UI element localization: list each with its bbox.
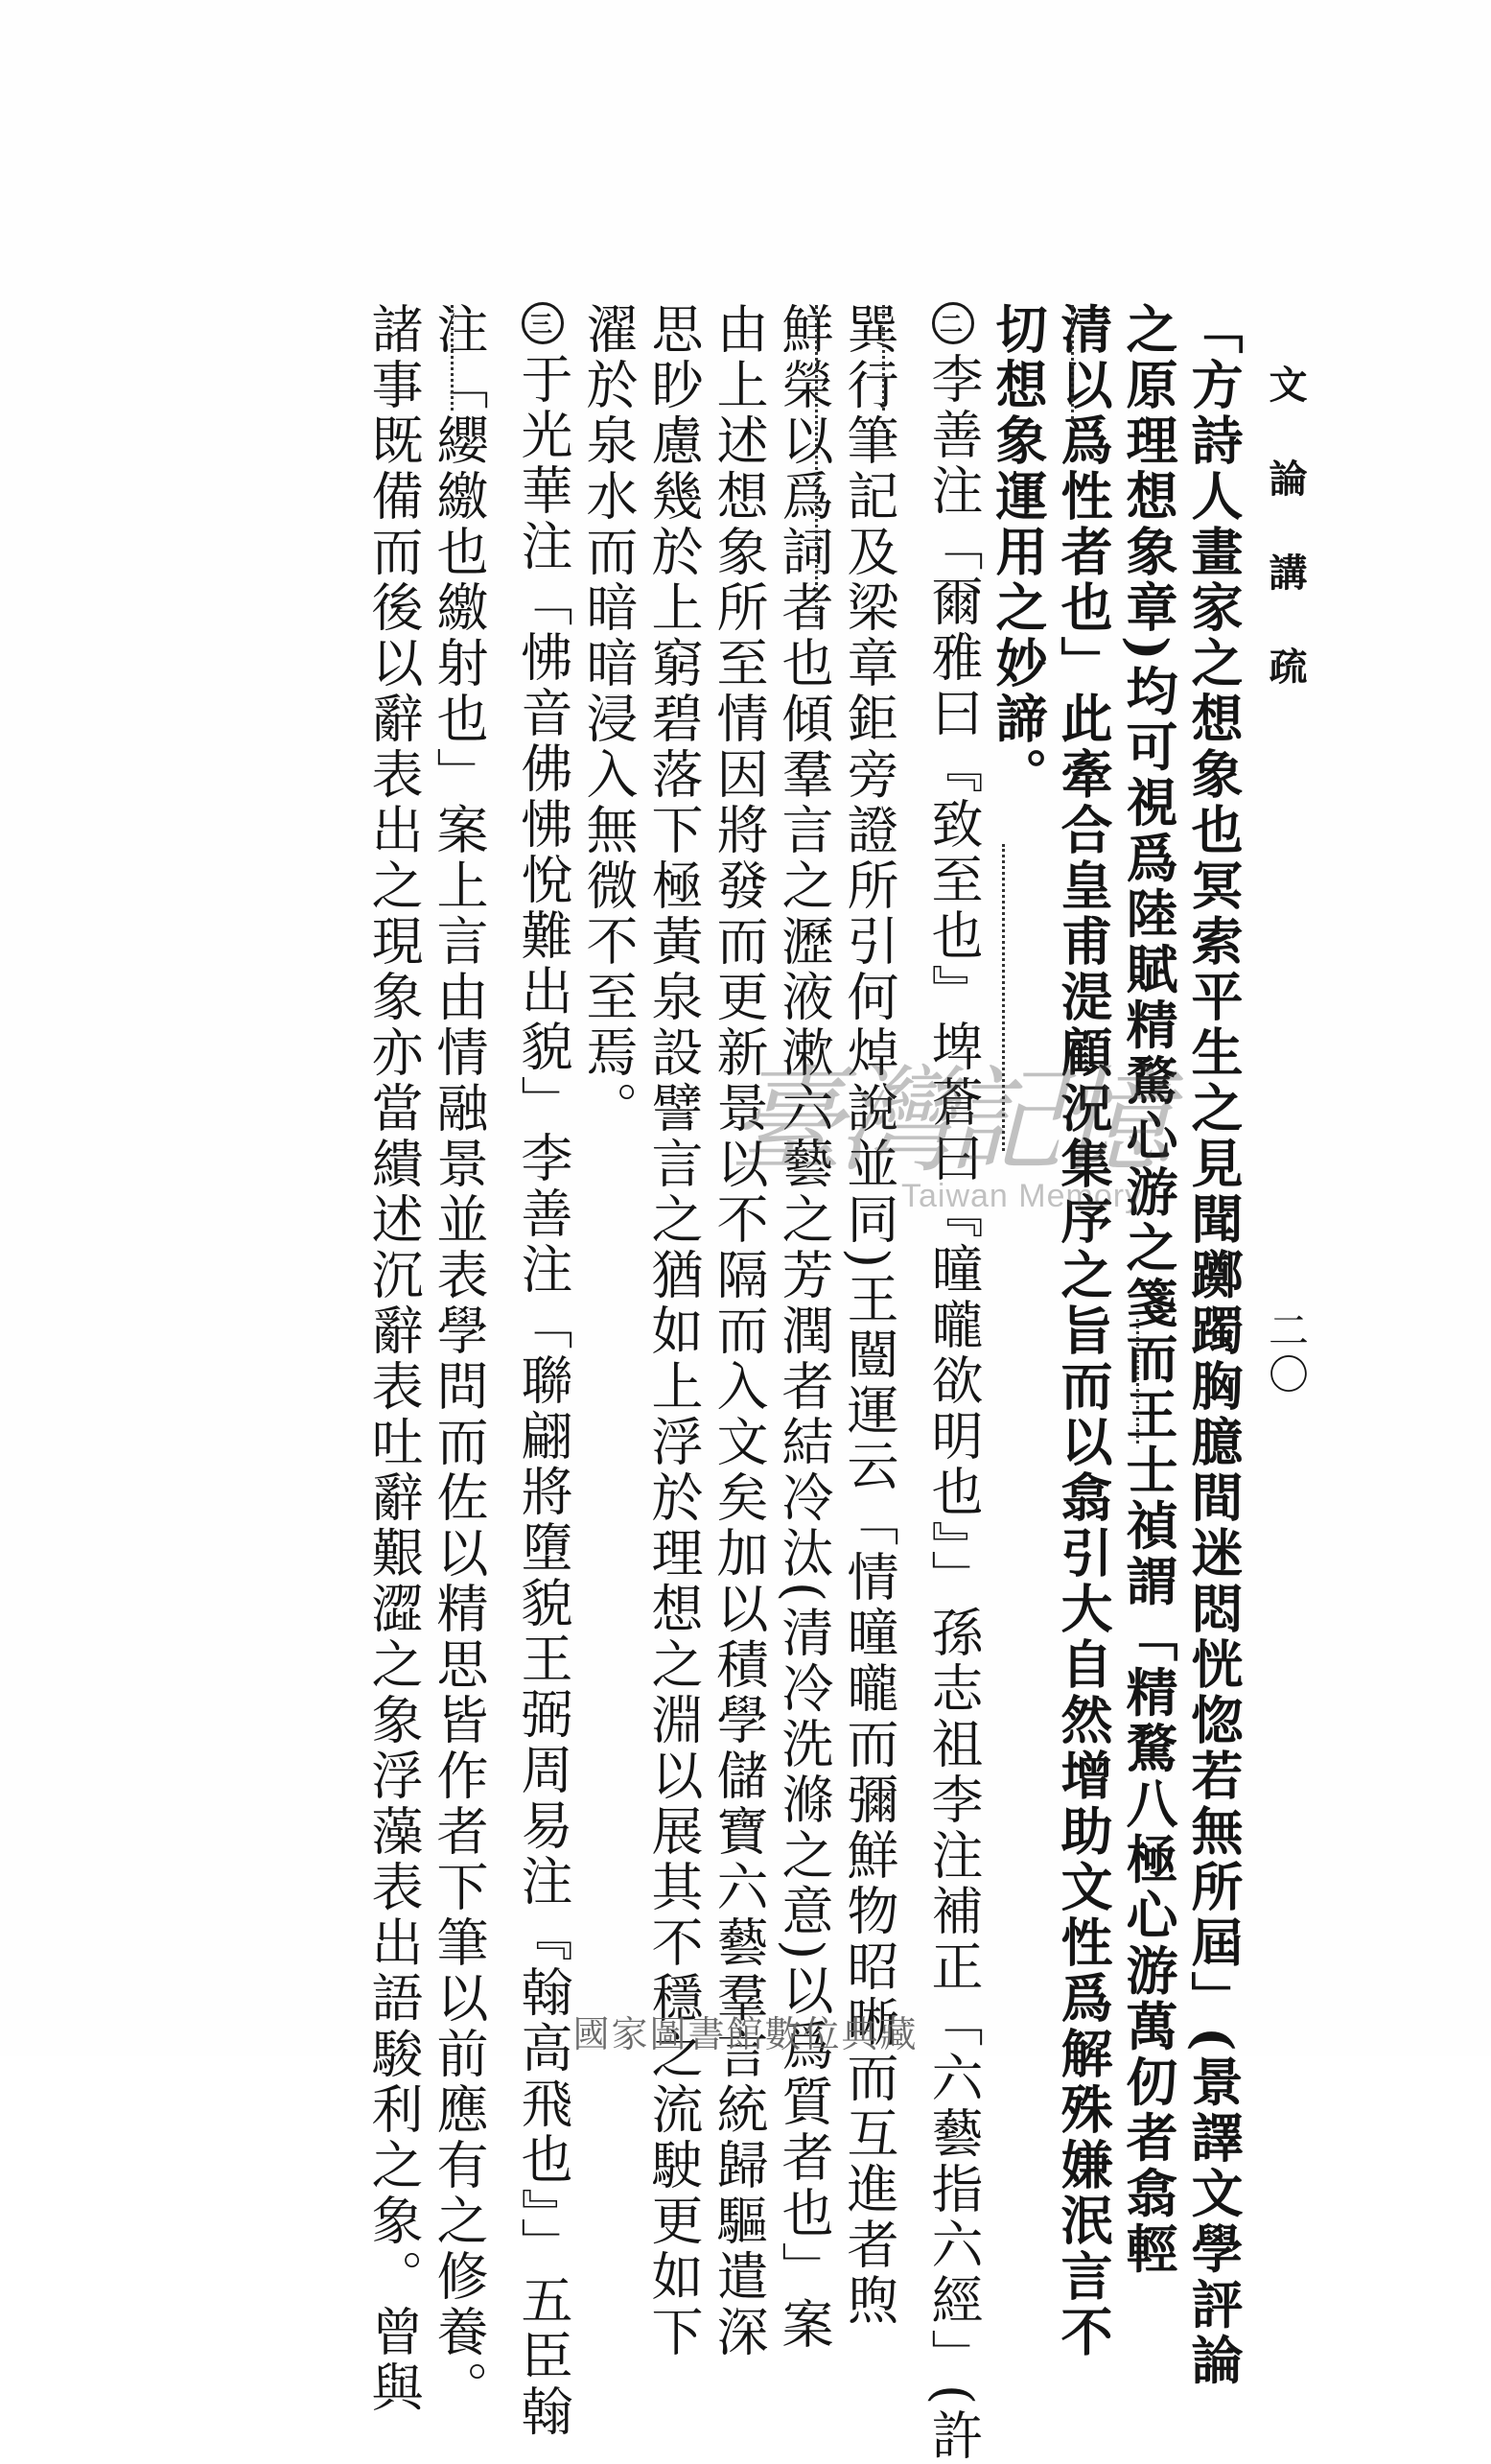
text-column — [706, 302, 771, 2360]
running-header-title: 文論講疏 — [1263, 364, 1308, 740]
text-column-content: 由上述想象所至情因將發而更新景以不隔而入文矣加以積學儲寶六藝羣言統歸驅遣深 — [709, 302, 769, 2360]
text-column-content: 李善注「爾雅曰『致至也』埤蒼曰『曈曨欲明也』」孫志祖李注補正「六藝指六經」(許 — [923, 352, 984, 2464]
text-column-content: 之原理想象章)均可視爲陸賦精騖心游之箋而王士禎謂「精騖八極心游萬仞者翕輕 — [1118, 302, 1179, 2278]
wavy-underline-decoration — [1002, 844, 1014, 1151]
page-number: 二〇 — [1263, 1309, 1310, 1397]
text-column-content: 諸事既備而後以辭表出之現象亦當繢述沉辭表吐辭艱澀之象浮藻表出語駿利之象。曾與 — [363, 302, 424, 2416]
wavy-underline-decoration — [1136, 1319, 1149, 1443]
text-column — [1116, 302, 1181, 2278]
text-column-content: 清以爲性者也」此牽合皇甫湜顧況集序之旨而以翕引大自然增助文性爲解殊嫌泯言不 — [1053, 302, 1114, 2360]
text-column — [986, 302, 1051, 1856]
text-column — [510, 302, 575, 2440]
text-column — [836, 302, 901, 2330]
text-column — [1181, 302, 1246, 2389]
text-column — [575, 302, 641, 1856]
watermark-subtitle: Taiwan Memory — [901, 1178, 1143, 1214]
wavy-underline-decoration — [451, 305, 463, 411]
text-column-content: 于光華注「怫音佛怫悅難出貌」李善注「聯翩將墮貌王弼周易注『翰高飛也』」五臣翰 — [513, 352, 573, 2440]
text-column-content: 鮮榮以爲詞者也傾羣言之瀝液漱六藝之芳潤者結冷汰(清冷洗滌之意)以爲質者也」案 — [774, 302, 834, 2354]
text-column-content: 濯於泉水而暗暗浸入無微不至焉。 — [578, 302, 639, 1137]
text-column-content: 切想象運用之妙諦。 — [988, 302, 1049, 803]
watermark-logo-text: 臺灣記憶 — [729, 1055, 1166, 1188]
text-column-content: 「方詩人畫家之想象也冥索平生之見聞躑躅胸臆間迷悶恍惚若無所屆」(景譯文學評論 — [1183, 302, 1245, 2389]
text-column-content: 注「纓繳也繳射也」案上言由情融景並表學問而佐以精思皆作者下筆以前應有之修養。 — [429, 302, 489, 2416]
footer-credit: 國家圖書館數位典藏 — [572, 2013, 919, 2055]
wavy-underline-decoration — [882, 305, 895, 411]
wavy-underline-decoration — [1071, 305, 1083, 420]
text-column — [426, 302, 491, 2416]
text-column — [920, 302, 986, 2464]
text-column — [641, 302, 706, 2360]
text-column — [1051, 302, 1116, 2360]
text-column-content: 巽行筆記及梁章鉅旁證所引何焯說並同)王闓運云「情曈曨而彌鮮物昭晰而互進者煦 — [839, 302, 899, 2330]
note-number-marker: 二 — [932, 302, 974, 344]
wavy-underline-decoration — [815, 305, 827, 622]
note-number-marker: 三 — [522, 302, 564, 344]
text-column — [361, 302, 426, 2416]
text-column-content: 思眇慮幾於上窮碧落下極黃泉設譬言之猶如上浮於理想之淵以展其不穩之流駛更如下 — [643, 302, 704, 2360]
